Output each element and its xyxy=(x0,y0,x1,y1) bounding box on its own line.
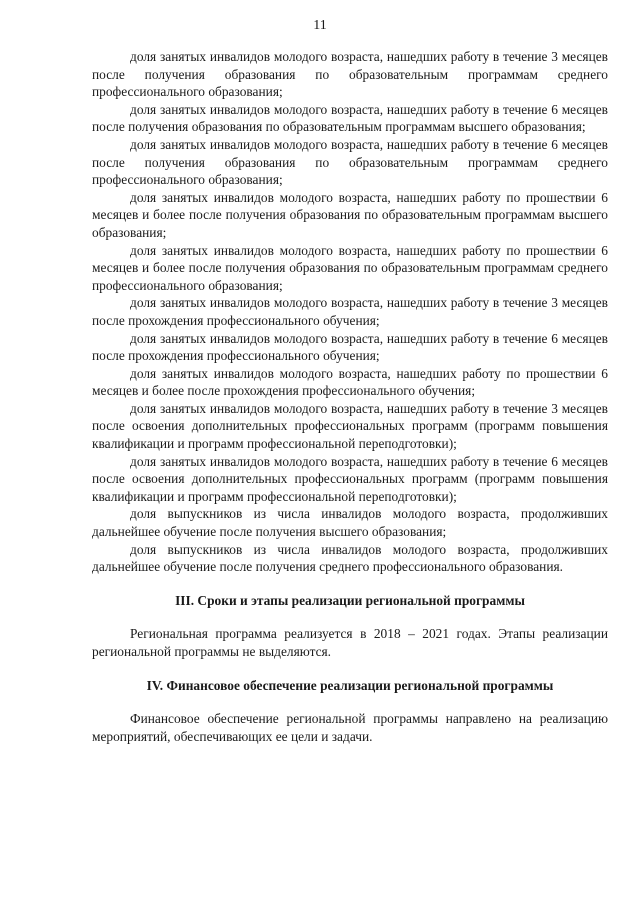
list-item: доля занятых инвалидов молодого возраста, нашедших работу в течение 3 месяцев после прохождения профессионального обучения; xyxy=(92,295,608,328)
section-heading-financing: IV. Финансовое обеспечение реализации региональной программы xyxy=(146,677,554,693)
list-item: доля занятых инвалидов молодого возраста, нашедших работу в течение 6 месяцев после освоения дополнительных профессиональных программ (программ повышения квалификации и программ профессиональной переподготовки); xyxy=(92,453,608,504)
list-item: доля занятых инвалидов молодого возраста, нашедших работу в течение 6 месяцев после получения образования по образовательным программам среднего профессионального образования; xyxy=(92,136,608,188)
section-heading-timeline: III. Сроки и этапы реализации региональной программы xyxy=(175,592,525,608)
list-item: доля занятых инвалидов молодого возраста, нашедших работу по прошествии 6 месяцев и более после получения образования по образовательным программам среднего профессионального образования; xyxy=(92,242,608,293)
list-item: доля занятых инвалидов молодого возраста, нашедших работу в течение 6 месяцев после получения образования по образовательным программам высшего образования; xyxy=(92,101,608,135)
list-item: доля выпускников из числа инвалидов молодого возраста, продолживших дальнейшее обучение после получения высшего образования; xyxy=(92,506,608,540)
list-item: доля занятых инвалидов молодого возраста, нашедших работу по прошествии 6 месяцев и более после прохождения профессионального обучения; xyxy=(92,365,608,399)
page-content xyxy=(92,48,608,745)
list-item: доля занятых инвалидов молодого возраста, нашедших работу в течение 3 месяцев после получения образования по образовательным программам среднего профессионального образования; xyxy=(92,49,608,100)
section-text-financing: Финансовое обеспечение региональной программы направлено на реализацию мероприятий, обеспечивающих ее цели и задачи. xyxy=(92,711,608,744)
page-number: 11 xyxy=(313,18,327,33)
section-text-timeline: Региональная программа реализуется в 2018 – 2021 годах. Этапы реализации региональной программы не выделяются. xyxy=(92,626,608,659)
list-item: доля выпускников из числа инвалидов молодого возраста, продолживших дальнейшее обучение после получения среднего профессионального образования. xyxy=(92,541,608,575)
list-item: доля занятых инвалидов молодого возраста, нашедших работу в течение 3 месяцев после освоения дополнительных профессиональных программ (программ повышения квалификации и программ профессиональной переподготовки); xyxy=(92,400,608,452)
indicator-list xyxy=(92,48,608,576)
list-item: доля занятых инвалидов молодого возраста, нашедших работу в течение 6 месяцев после прохождения профессионального обучения; xyxy=(92,330,608,364)
list-item: доля занятых инвалидов молодого возраста, нашедших работу по прошествии 6 месяцев и более после получения образования по образовательным программам высшего образования; xyxy=(92,189,608,240)
